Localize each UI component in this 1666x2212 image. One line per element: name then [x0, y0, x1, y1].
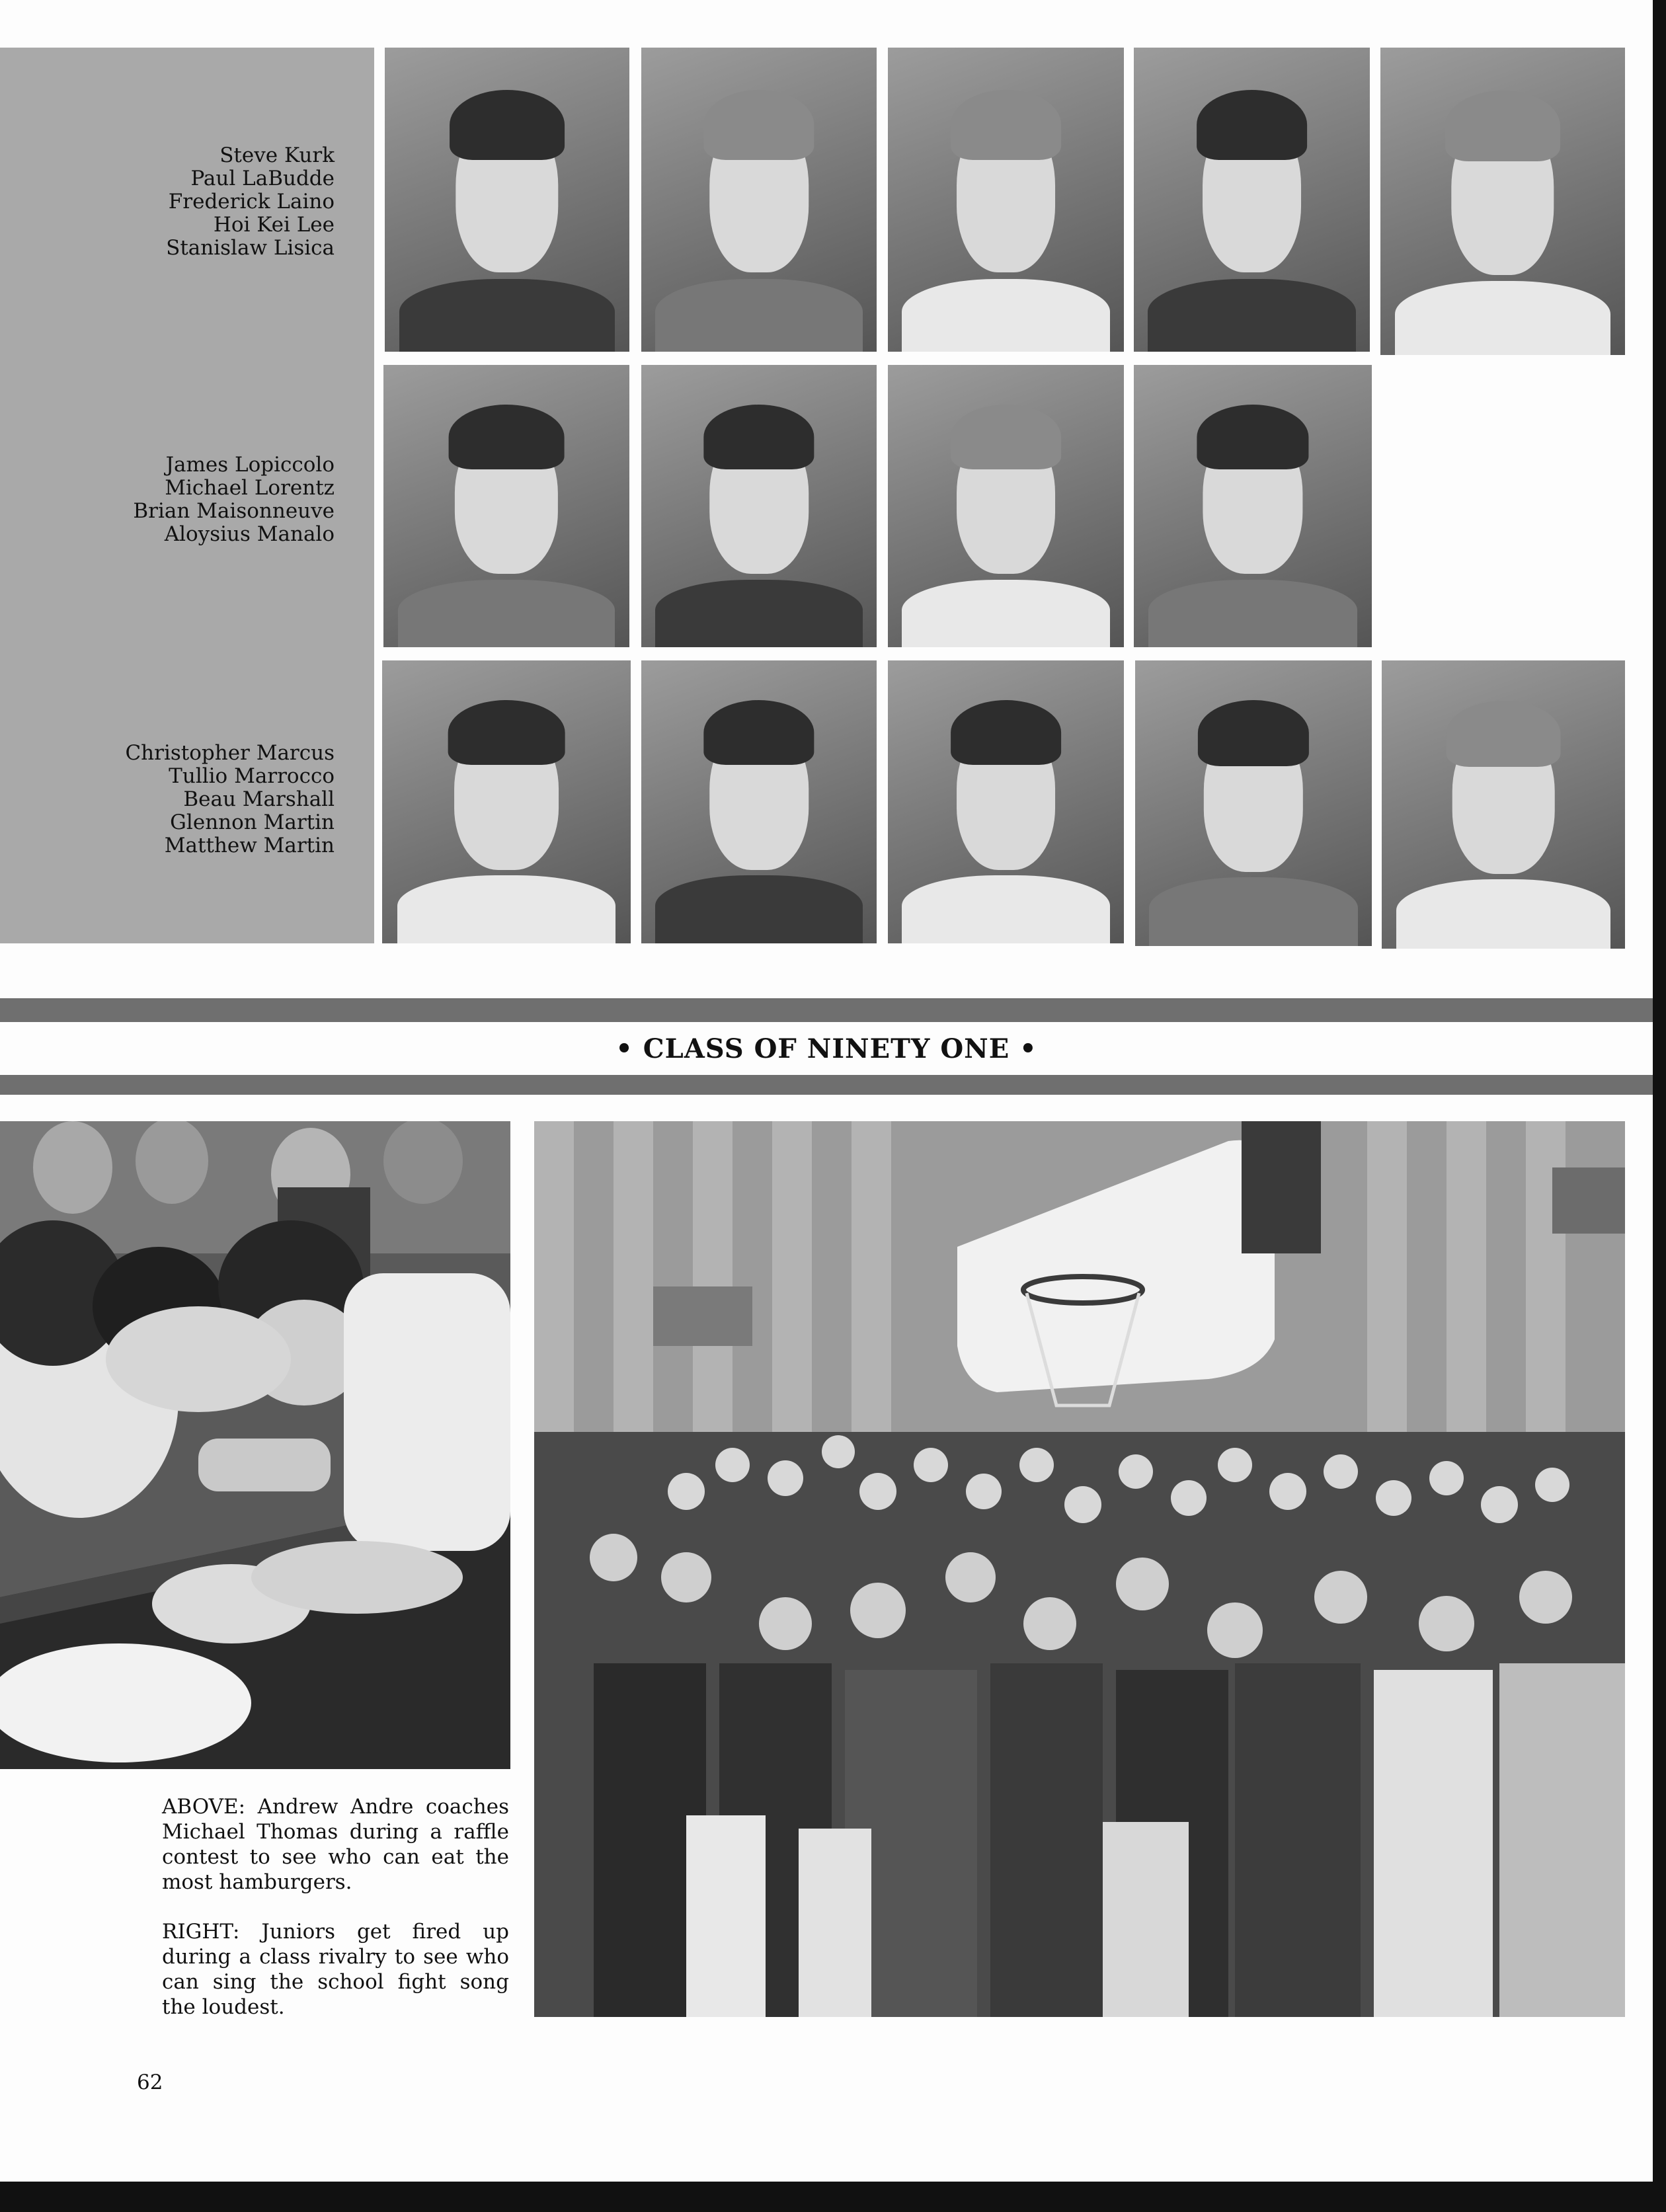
student-name: Paul LaBudde — [190, 167, 335, 190]
student-name: Steve Kurk — [219, 143, 335, 167]
name-list-row-2 — [133, 454, 335, 546]
caption-above: ABOVE: Andrew Andre coaches Michael Thomas during a raffle contest to see who can eat the most hamburgers. — [162, 1795, 509, 1894]
portrait-photo — [383, 365, 629, 647]
student-name: Hoi Kei Lee — [213, 213, 335, 237]
student-name: Stanislaw Lisica — [166, 236, 335, 260]
student-name: Tullio Marrocco — [169, 764, 335, 788]
section-title: • CLASS OF NINETY ONE • — [615, 1033, 1037, 1064]
student-name: Frederick Laino — [168, 190, 335, 214]
gym-rally-photo — [534, 1121, 1625, 2017]
scan-edge-bottom — [0, 2182, 1666, 2212]
portrait-photo — [641, 48, 877, 352]
portrait-photo — [1135, 660, 1372, 946]
portrait-photo — [1134, 365, 1372, 647]
hamburger-contest-photo — [0, 1121, 510, 1769]
portrait-photo — [385, 48, 629, 352]
student-name: James Lopiccolo — [165, 453, 335, 477]
portrait-photo — [1380, 48, 1625, 355]
name-list-row-3 — [125, 742, 335, 857]
portrait-photo — [382, 660, 631, 943]
portrait-photo — [641, 365, 877, 647]
portrait-photo — [1134, 48, 1370, 352]
name-list-row-1 — [166, 144, 335, 260]
student-name: Glennon Martin — [170, 810, 335, 834]
portrait-photo — [888, 660, 1124, 943]
portrait-photo — [641, 660, 877, 943]
portrait-photo — [888, 48, 1124, 352]
caption-right: RIGHT: Juniors get fired up during a class rivalry to see who can sing the school fight song the loudest. — [162, 1920, 509, 2019]
portrait-photo — [1382, 660, 1625, 949]
photo-captions — [162, 1794, 509, 2044]
names-panel — [0, 48, 374, 943]
student-name: Beau Marshall — [183, 787, 335, 811]
section-title-bar — [0, 1022, 1653, 1075]
portrait-photo — [888, 365, 1124, 647]
student-name: Matthew Martin — [164, 834, 335, 857]
student-name: Michael Lorentz — [165, 476, 335, 500]
student-name: Brian Maisonneuve — [133, 499, 335, 523]
divider-band-top — [0, 998, 1653, 1022]
scan-edge-right — [1653, 0, 1666, 2212]
student-name: Christopher Marcus — [125, 741, 335, 765]
page-number: 62 — [137, 2071, 163, 2094]
student-name: Aloysius Manalo — [164, 522, 335, 546]
divider-band-bottom — [0, 1075, 1653, 1095]
